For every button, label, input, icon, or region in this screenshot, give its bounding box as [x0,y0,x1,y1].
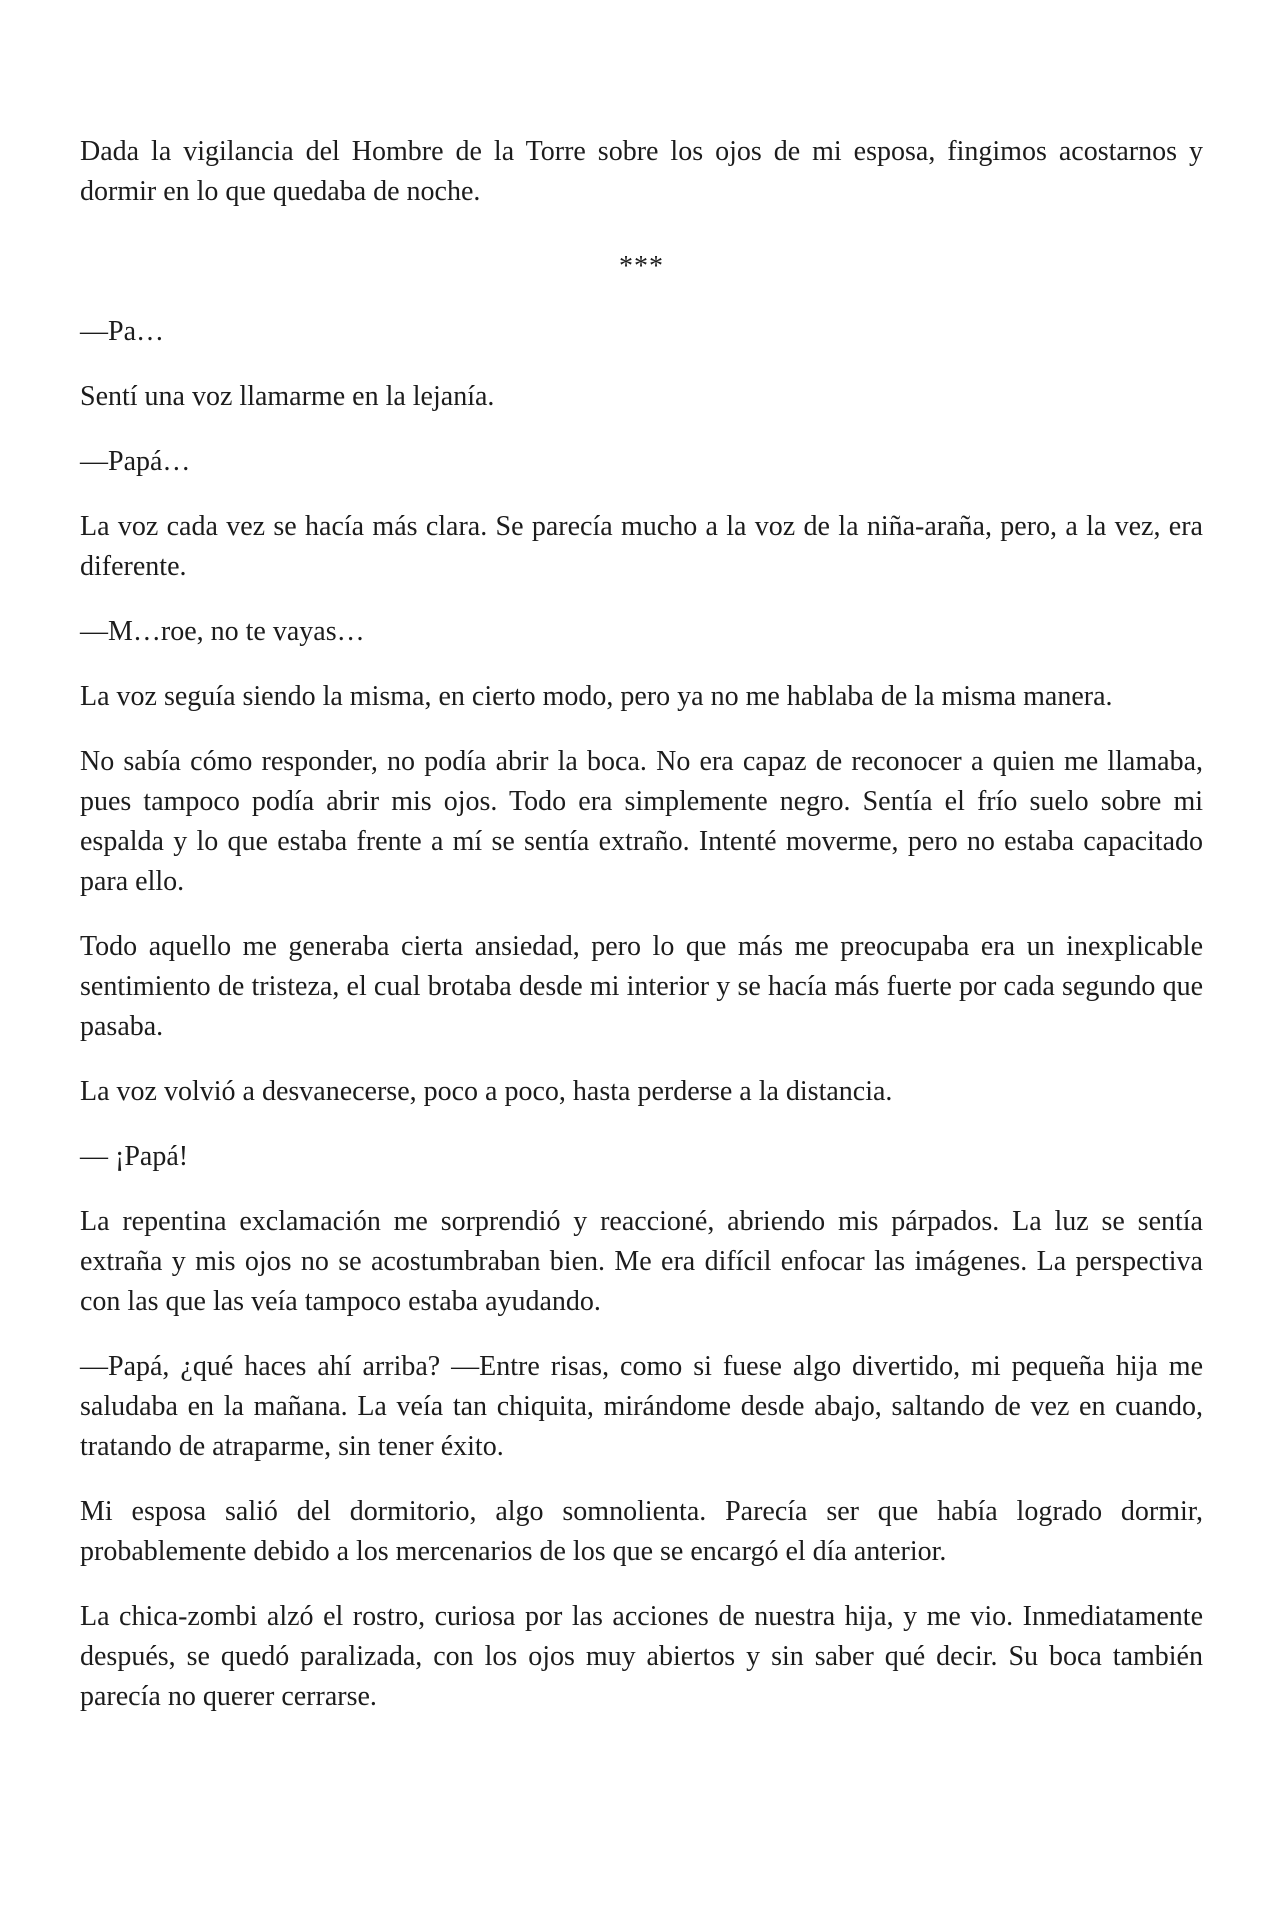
paragraph: La repentina exclamación me sorprendió y reaccioné, abriendo mis párpados. La luz se sentía extraña y mis ojos no se acostumbraban bien. Me era difícil enfocar las imágenes. La perspectiva con las que las veía tampoco estaba ayudando. [80,1206,1203,1317]
dialogue-line: —Papá… [80,446,191,477]
scene-separator: *** [619,251,664,282]
paragraph: Mi esposa salió del dormitorio, algo somnolienta. Parecía ser que había logrado dormir, probablemente debido a los mercenarios de los que se encargó el día anterior. [80,1496,1203,1567]
paragraph: La voz cada vez se hacía más clara. Se parecía mucho a la voz de la niña-araña, pero, a la vez, era diferente. [80,511,1203,582]
paragraph: La chica-zombi alzó el rostro, curiosa por las acciones de nuestra hija, y me vio. Inmediatamente después, se quedó paralizada, con los ojos muy abiertos y sin saber qué decir. Su boca también parecía no querer cerrarse. [80,1601,1203,1712]
paragraph: Todo aquello me generaba cierta ansiedad, pero lo que más me preocupaba era un inexplicable sentimiento de tristeza, el cual brotaba desde mi interior y se hacía más fuerte por cada segundo que pasaba. [80,931,1203,1042]
dialogue-line: —Pa… [80,316,164,347]
paragraph: Sentí una voz llamarme en la lejanía. [80,381,495,412]
paragraph: Dada la vigilancia del Hombre de la Torre sobre los ojos de mi esposa, fingimos acostarnos y dormir en lo que quedaba de noche. [80,136,1203,207]
paragraph: No sabía cómo responder, no podía abrir la boca. No era capaz de reconocer a quien me llamaba, pues tampoco podía abrir mis ojos. Todo era simplemente negro. Sentía el frío suelo sobre mi espalda y lo que estaba frente a mí se sentía extraño. Intenté moverme, pero no estaba capacitado para ello. [80,746,1203,897]
dialogue-line: — ¡Papá! [80,1141,189,1172]
paragraph: La voz seguía siendo la misma, en cierto modo, pero ya no me hablaba de la misma manera. [80,681,1113,712]
paragraph: La voz volvió a desvanecerse, poco a poco, hasta perderse a la distancia. [80,1076,893,1107]
document-page [80,132,1203,1742]
paragraph: —Papá, ¿qué haces ahí arriba? —Entre risas, como si fuese algo divertido, mi pequeña hija me saludaba en la mañana. La veía tan chiquita, mirándome desde abajo, saltando de vez en cuando, tratando de atraparme, sin tener éxito. [80,1351,1203,1462]
dialogue-line: —M…roe, no te vayas… [80,616,365,647]
